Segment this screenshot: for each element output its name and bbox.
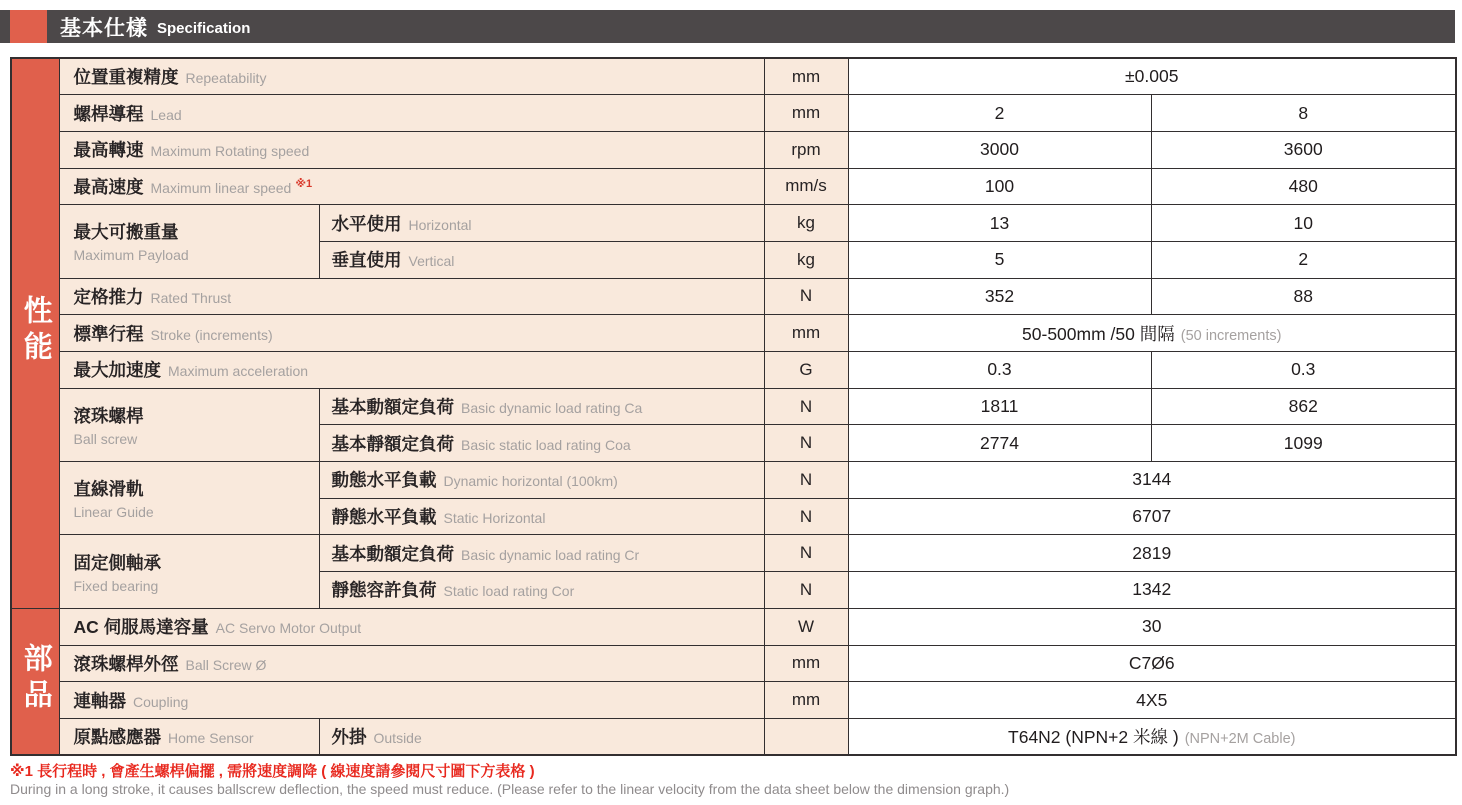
footnote-en: During in a long stroke, it causes ballscrew deflection, the speed must reduce. (Please refer to the linear velocity from the data sheet below the dimension graph.) [10, 781, 1010, 797]
table-row [11, 462, 1456, 499]
value-cell: 3000 [848, 131, 1151, 168]
value-cell: 5 [848, 241, 1151, 278]
label-fixed-bearing-static: 靜態容許負荷 Static load rating Cor [319, 572, 764, 609]
label-ball-screw-static: 基本靜額定負荷 Basic static load rating Coa [319, 425, 764, 462]
value-cell: 6707 [848, 498, 1456, 535]
unit-cell: N [764, 572, 848, 609]
unit-cell: mm [764, 682, 848, 719]
table-row [11, 608, 1456, 645]
section-performance-label: 性能 [19, 294, 52, 367]
label-linear-guide-static: 靜態水平負載 Static Horizontal [319, 498, 764, 535]
value-cell: 2774 [848, 425, 1151, 462]
label-ball-screw-dynamic: 基本動額定負荷 Basic dynamic load rating Ca [319, 388, 764, 425]
label-rated-thrust: 定格推力 Rated Thrust [59, 278, 764, 315]
table-row [11, 168, 1456, 205]
table-row [11, 315, 1456, 352]
unit-cell: mm/s [764, 168, 848, 205]
value-cell: 30 [848, 608, 1456, 645]
unit-cell: kg [764, 205, 848, 242]
unit-cell: N [764, 425, 848, 462]
page-title-zh: 基本仕樣 [60, 16, 148, 40]
label-coupling: 連軸器 Coupling [59, 682, 764, 719]
label-stroke: 標準行程 Stroke (increments) [59, 315, 764, 352]
label-servo-output: AC 伺服馬達容量 AC Servo Motor Output [59, 608, 764, 645]
unit-cell: N [764, 388, 848, 425]
value-cell: 10 [1151, 205, 1456, 242]
value-cell: 2 [1151, 241, 1456, 278]
unit-cell: N [764, 462, 848, 499]
accent-square [10, 10, 47, 43]
value-cell: 352 [848, 278, 1151, 315]
value-cell: 2819 [848, 535, 1456, 572]
value-cell: 480 [1151, 168, 1456, 205]
label-linear-guide-dynamic: 動態水平負載 Dynamic horizontal (100km) [319, 462, 764, 499]
unit-cell: mm [764, 95, 848, 132]
label-linear-guide: 直線滑軌 Linear Guide [59, 462, 319, 535]
value-cell: 3144 [848, 462, 1456, 499]
spec-table [10, 57, 1457, 756]
unit-cell: N [764, 498, 848, 535]
section-performance [11, 58, 59, 608]
page-title [60, 10, 250, 43]
unit-cell [764, 718, 848, 755]
table-row [11, 682, 1456, 719]
value-cell: T64N2 (NPN+2 米線 ) (NPN+2M Cable) [848, 718, 1456, 755]
value-cell: 3600 [1151, 131, 1456, 168]
value-cell: 4X5 [848, 682, 1456, 719]
spec-table-wrap [10, 57, 1457, 756]
table-row [11, 388, 1456, 425]
table-row [11, 95, 1456, 132]
unit-cell: mm [764, 315, 848, 352]
unit-cell: mm [764, 645, 848, 682]
section-header-bar [0, 10, 1455, 43]
value-cell: 50-500mm /50 間隔 (50 increments) [848, 315, 1456, 352]
page-title-en: Specification [157, 19, 251, 37]
unit-cell: mm [764, 58, 848, 95]
unit-cell: N [764, 535, 848, 572]
unit-cell: rpm [764, 131, 848, 168]
value-cell: 1342 [848, 572, 1456, 609]
label-max-rotating-speed: 最高轉速 Maximum Rotating speed [59, 131, 764, 168]
label-ball-screw-od: 滾珠螺桿外徑 Ball Screw Ø [59, 645, 764, 682]
value-cell: ±0.005 [848, 58, 1456, 95]
label-payload-vertical: 垂直使用 Vertical [319, 241, 764, 278]
label-max-linear-speed: 最高速度 Maximum linear speed $^{※1}$ [59, 168, 764, 205]
label-fixed-bearing-dynamic: 基本動額定負荷 Basic dynamic load rating Cr [319, 535, 764, 572]
table-row [11, 535, 1456, 572]
table-row [11, 718, 1456, 755]
label-lead: 螺桿導程 Lead [59, 95, 764, 132]
value-cell: C7Ø6 [848, 645, 1456, 682]
footnote-ref: ※1 [295, 177, 313, 190]
value-cell: 100 [848, 168, 1151, 205]
unit-cell: kg [764, 241, 848, 278]
table-row [11, 352, 1456, 389]
value-cell: 88 [1151, 278, 1456, 315]
value-cell: 13 [848, 205, 1151, 242]
label-max-payload: 最大可搬重量 Maximum Payload [59, 205, 319, 278]
value-cell: 2 [848, 95, 1151, 132]
value-cell: 0.3 [848, 352, 1151, 389]
label-ball-screw: 滾珠螺桿 Ball screw [59, 388, 319, 461]
value-cell: 1099 [1151, 425, 1456, 462]
label-fixed-bearing: 固定側軸承 Fixed bearing [59, 535, 319, 608]
label-repeatability: 位置重複精度 Repeatability [59, 58, 764, 95]
section-parts [11, 608, 59, 755]
label-payload-horizontal: 水平使用 Horizontal [319, 205, 764, 242]
unit-cell: G [764, 352, 848, 389]
table-row [11, 278, 1456, 315]
value-cell: 1811 [848, 388, 1151, 425]
unit-cell: W [764, 608, 848, 645]
value-cell: 0.3 [1151, 352, 1456, 389]
section-parts-label: 部品 [19, 642, 52, 715]
unit-cell: N [764, 278, 848, 315]
label-max-acceleration: 最大加速度 Maximum acceleration [59, 352, 764, 389]
label-home-sensor-outside: 外掛 Outside [319, 718, 764, 755]
table-row [11, 645, 1456, 682]
table-row [11, 131, 1456, 168]
table-row [11, 58, 1456, 95]
table-row [11, 205, 1456, 242]
value-cell: 862 [1151, 388, 1456, 425]
value-cell: 8 [1151, 95, 1456, 132]
footnote-zh: ※1 長行程時 , 會產生螺桿偏擺 , 需將速度調降 ( 線速度請參閱尺寸圖下方表格 ) [10, 763, 535, 780]
label-home-sensor: 原點感應器 Home Sensor [59, 718, 319, 755]
